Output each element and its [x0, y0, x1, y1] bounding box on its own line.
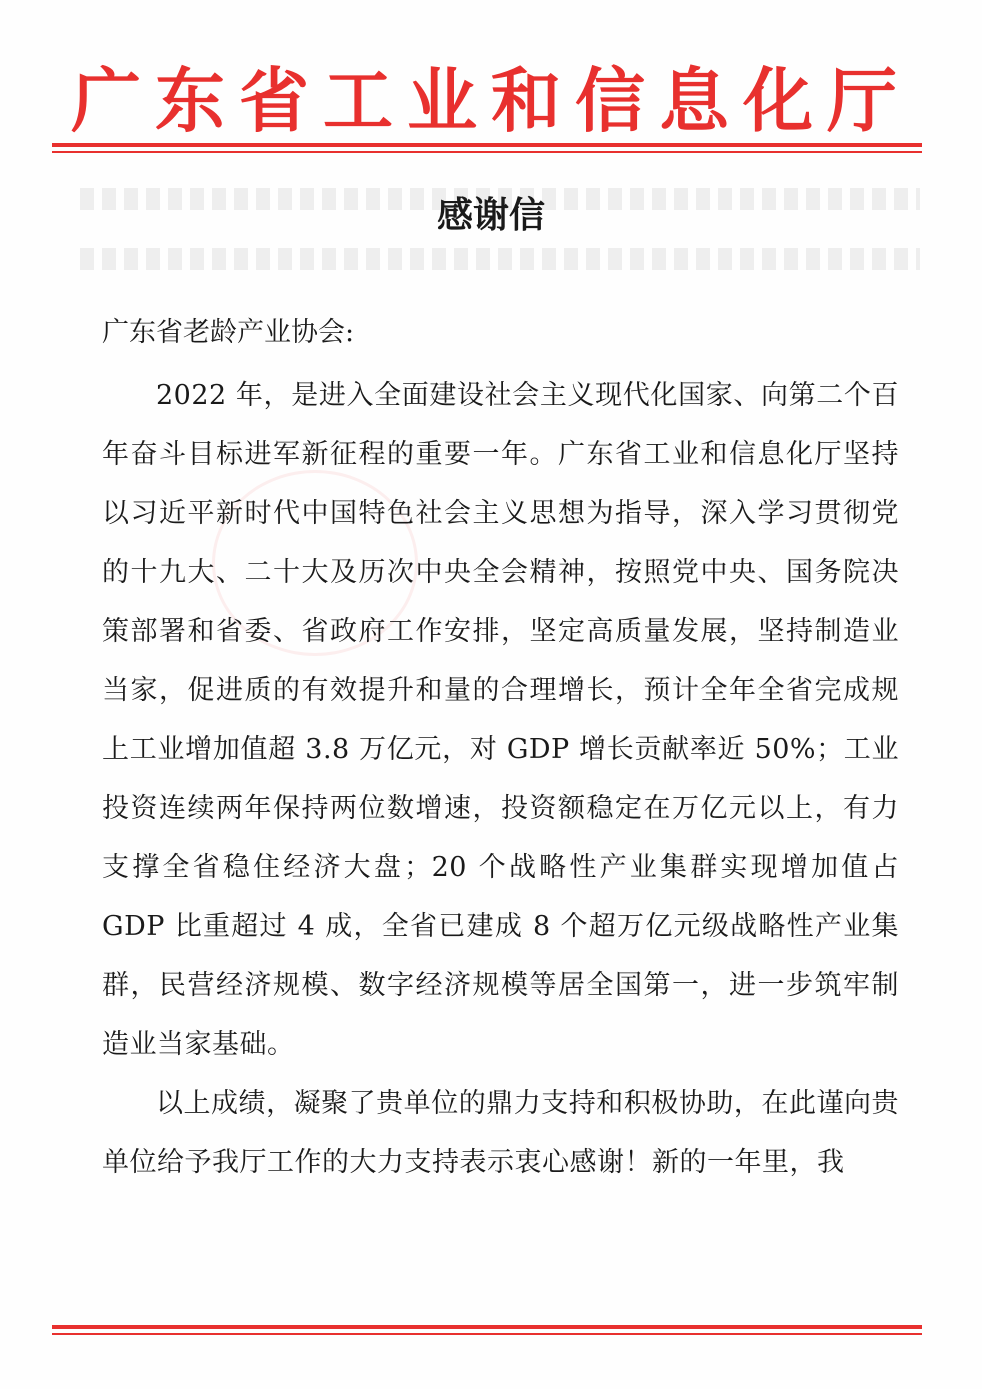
body-paragraph-2: 以上成绩，凝聚了贵单位的鼎力支持和积极协助，在此谨向贵单位给予我厅工作的大力支持表示衷心感谢！新的一年里，我: [102, 1088, 899, 1178]
letter-salutation: 广东省老龄产业协会:: [102, 317, 355, 348]
footer-rule: [52, 1325, 922, 1335]
letterhead-organization: 广东省工业和信息化厅: [71, 59, 911, 142]
letterhead-top-rule: [52, 143, 922, 153]
letter-title: 感谢信: [436, 195, 545, 236]
letter-body: [102, 366, 899, 1192]
body-paragraph-1: 2022 年，是进入全面建设社会主义现代化国家、向第二个百年奋斗目标进军新征程的重要一年。广东省工业和信息化厅坚持以习近平新时代中国特色社会主义思想为指导，深入学习贯彻党的十九大、二十大及历次中央全会精神，按照党中央、国务院决策部署和省委、省政府工作安排，坚定高质量发展，坚持制造业当家，促进质的有效提升和量的合理增长，预计全年全省完成规上工业增加值超 3.8 万亿元，对 GDP 增长贡献率近 50%；工业投资连续两年保持两位数增速，投资额稳定在万亿元以上，有力支撑全省稳住经济大盘；20 个战略性产业集群实现增加值占 GDP 比重超过 4 成，全省已建成 8 个超万亿元级战略性产业集群，民营经济规模、数字经济规模等居全国第一，进一步筑牢制造业当家基础。: [102, 380, 899, 1060]
